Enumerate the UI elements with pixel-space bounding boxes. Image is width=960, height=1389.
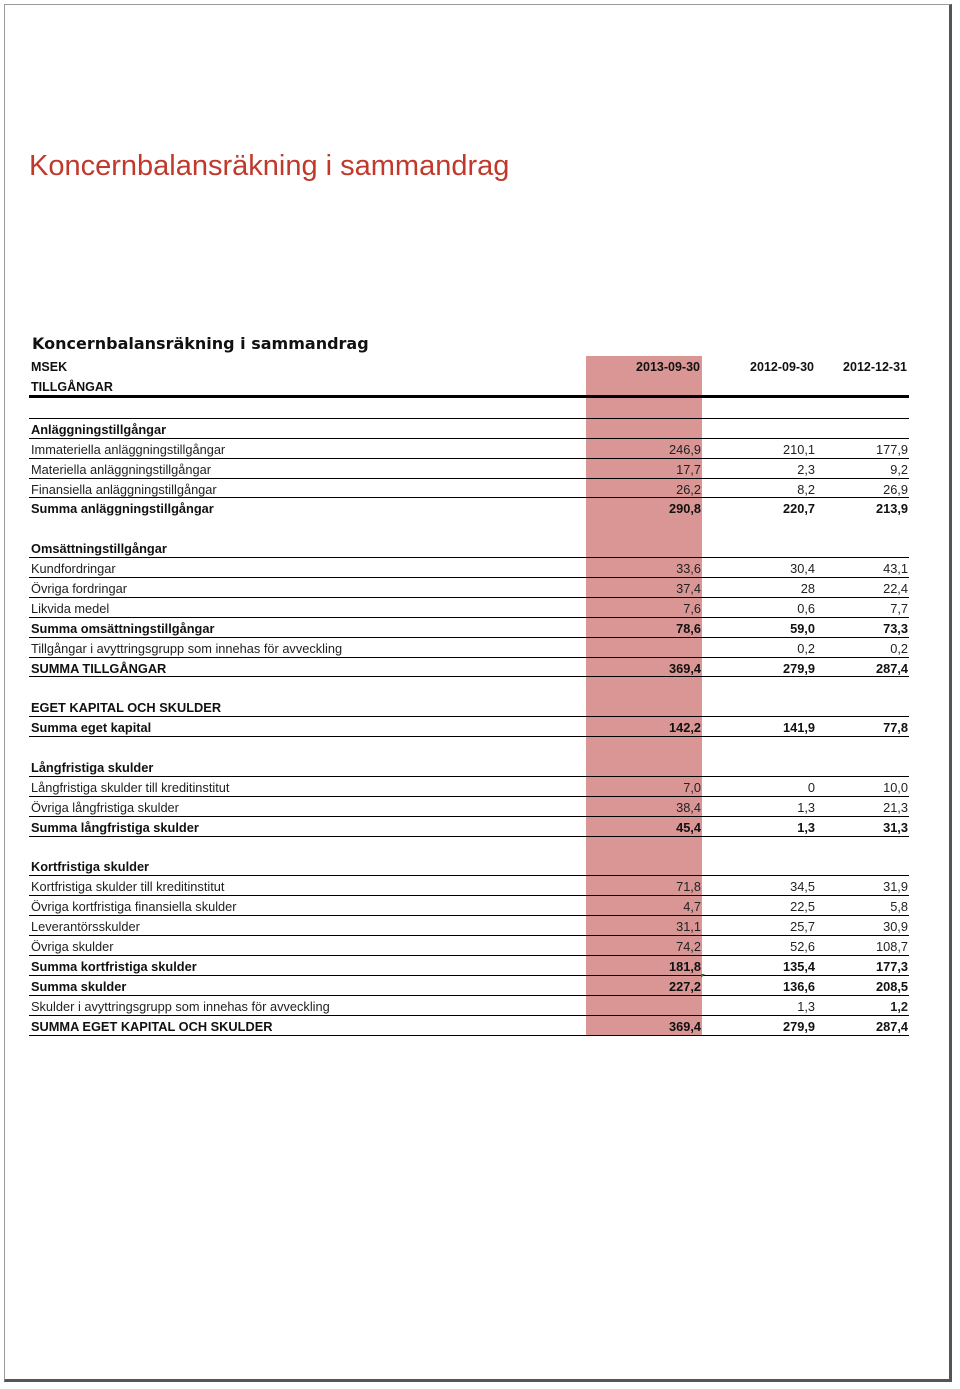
row-value-2012-12-31: 177,9 (875, 441, 908, 457)
table-row (29, 598, 909, 618)
row-value-2012-09-30: 0,2 (797, 640, 815, 656)
row-value-2012-09-30: 8,2 (797, 481, 815, 497)
table-row (29, 976, 909, 996)
table-row (29, 677, 909, 697)
row-label: Långfristiga skulder (31, 760, 154, 776)
row-value-2012-12-31: 1,2 (890, 998, 908, 1014)
row-value-2012-09-30: 135,4 (782, 958, 815, 974)
row-value-2013-09-30: 369,4 (668, 1018, 701, 1034)
row-label: Övriga långfristiga skulder (31, 799, 179, 815)
table-row (29, 538, 909, 558)
row-label: Summa omsättningstillgångar (31, 620, 215, 636)
row-value-2013-09-30: 181,8 (668, 958, 701, 974)
table-row (29, 479, 909, 499)
row-label: Skulder i avyttringsgrupp som innehas för avveckling (31, 998, 330, 1014)
column-header-2012-09-30: 2012-09-30 (750, 360, 814, 374)
row-value-2012-09-30: 34,5 (790, 879, 815, 895)
row-label: Omsättningstillgångar (31, 541, 167, 557)
table-row (29, 618, 909, 638)
row-value-2013-09-30: 17,7 (676, 461, 701, 477)
row-value-2012-12-31: 5,8 (890, 899, 908, 915)
row-value-2012-09-30: 1,3 (797, 799, 815, 815)
header-rule (29, 395, 909, 398)
row-value-2012-09-30: 0,6 (797, 600, 815, 616)
row-value-2013-09-30: 7,0 (683, 779, 701, 795)
row-label: Summa kortfristiga skulder (31, 958, 197, 974)
column-header-2012-12-31: 2012-12-31 (843, 360, 907, 374)
row-value-2012-09-30: 25,7 (790, 919, 815, 935)
row-value-2012-09-30: 30,4 (790, 561, 815, 577)
row-value-2012-12-31: 287,4 (875, 1018, 908, 1034)
row-value-2013-09-30: 26,2 (676, 481, 701, 497)
row-value-2012-12-31: 21,3 (883, 799, 908, 815)
section-label-assets: TILLGÅNGAR (31, 380, 113, 394)
row-value-2012-09-30: 210,1 (782, 441, 815, 457)
row-label: Övriga fordringar (31, 581, 128, 597)
row-label: Tillgångar i avyttringsgrupp som innehas för avveckling (31, 640, 343, 656)
table-row (29, 717, 909, 737)
table-row (29, 956, 909, 976)
row-label: Summa eget kapital (31, 720, 152, 736)
row-value-2012-09-30: 141,9 (782, 720, 815, 736)
row-label: Immateriella anläggningstillgångar (31, 441, 226, 457)
row-value-2013-09-30: 4,7 (683, 899, 701, 915)
cell-marker-icon (701, 974, 705, 978)
table-row (29, 777, 909, 797)
table-row (29, 837, 909, 857)
table-row (29, 419, 909, 439)
row-label: Kortfristiga skulder till kreditinstitut (31, 879, 225, 895)
table-row (29, 697, 909, 717)
row-label: Summa långfristiga skulder (31, 819, 199, 835)
row-value-2012-09-30: 0 (807, 779, 815, 795)
balance-sheet-table (29, 399, 909, 1036)
table-row (29, 916, 909, 936)
row-label: EGET KAPITAL OCH SKULDER (31, 700, 222, 716)
row-value-2012-12-31: 287,4 (875, 660, 908, 676)
row-label: Finansiella anläggningstillgångar (31, 481, 217, 497)
row-label: SUMMA TILLGÅNGAR (31, 660, 167, 676)
table-row (29, 936, 909, 956)
row-value-2012-12-31: 31,3 (883, 819, 908, 835)
table-row (29, 518, 909, 538)
row-label: Summa skulder (31, 978, 127, 994)
row-label: Långfristiga skulder till kreditinstitut (31, 779, 230, 795)
row-value-2012-09-30: 279,9 (782, 660, 815, 676)
row-value-2013-09-30: 246,9 (668, 441, 701, 457)
row-value-2012-12-31: 213,9 (875, 501, 908, 517)
row-value-2012-12-31: 10,0 (883, 779, 908, 795)
row-value-2012-09-30: 279,9 (782, 1018, 815, 1034)
row-value-2013-09-30: 71,8 (676, 879, 701, 895)
table-row (29, 757, 909, 777)
row-value-2012-09-30: 1,3 (797, 998, 815, 1014)
table-row (29, 459, 909, 479)
row-value-2013-09-30: 45,4 (676, 819, 701, 835)
row-value-2012-12-31: 108,7 (875, 939, 908, 955)
row-value-2012-09-30: 22,5 (790, 899, 815, 915)
row-value-2012-12-31: 73,3 (883, 620, 908, 636)
table-row (29, 439, 909, 459)
row-label: Kortfristiga skulder (31, 859, 150, 875)
row-value-2012-09-30: 2,3 (797, 461, 815, 477)
row-label: SUMMA EGET KAPITAL OCH SKULDER (31, 1018, 273, 1034)
table-row (29, 817, 909, 837)
row-value-2013-09-30: 31,1 (676, 919, 701, 935)
row-label: Leverantörsskulder (31, 919, 140, 935)
table-row (29, 558, 909, 578)
row-value-2013-09-30: 227,2 (668, 978, 701, 994)
table-row (29, 797, 909, 817)
row-value-2012-12-31: 9,2 (890, 461, 908, 477)
table-row (29, 638, 909, 658)
row-value-2012-12-31: 7,7 (890, 600, 908, 616)
table-row (29, 498, 909, 518)
table-row (29, 896, 909, 916)
row-value-2012-09-30: 220,7 (782, 501, 815, 517)
row-value-2013-09-30: 38,4 (676, 799, 701, 815)
row-value-2013-09-30: 142,2 (668, 720, 701, 736)
row-label: Övriga kortfristiga finansiella skulder (31, 899, 237, 915)
row-value-2012-12-31: 208,5 (875, 978, 908, 994)
table-row (29, 876, 909, 896)
row-value-2012-12-31: 177,3 (875, 958, 908, 974)
row-value-2012-12-31: 26,9 (883, 481, 908, 497)
table-row (29, 996, 909, 1016)
table-row (29, 1016, 909, 1036)
table-row (29, 856, 909, 876)
row-value-2012-12-31: 77,8 (883, 720, 908, 736)
row-value-2013-09-30: 290,8 (668, 501, 701, 517)
page-title: Koncernbalansräkning i sammandrag (29, 150, 510, 182)
row-label: Likvida medel (31, 600, 110, 616)
row-value-2013-09-30: 33,6 (676, 561, 701, 577)
row-value-2013-09-30: 78,6 (676, 620, 701, 636)
row-value-2012-12-31: 30,9 (883, 919, 908, 935)
table-title: Koncernbalansräkning i sammandrag (32, 334, 369, 353)
column-header-2013-09-30: 2013-09-30 (636, 360, 700, 374)
row-value-2012-12-31: 0,2 (890, 640, 908, 656)
table-row (29, 399, 909, 419)
row-label: Övriga skulder (31, 939, 114, 955)
row-value-2012-12-31: 22,4 (883, 581, 908, 597)
row-value-2012-09-30: 59,0 (790, 620, 815, 636)
row-label: Kundfordringar (31, 561, 116, 577)
row-value-2012-12-31: 31,9 (883, 879, 908, 895)
table-row (29, 658, 909, 678)
table-row (29, 737, 909, 757)
row-label: Anläggningstillgångar (31, 421, 167, 437)
row-label: Materiella anläggningstillgångar (31, 461, 211, 477)
row-value-2013-09-30: 37,4 (676, 581, 701, 597)
row-label: Summa anläggningstillgångar (31, 501, 214, 517)
row-value-2012-09-30: 52,6 (790, 939, 815, 955)
row-value-2012-09-30: 28 (800, 581, 815, 597)
row-value-2013-09-30: 74,2 (676, 939, 701, 955)
row-value-2013-09-30: 7,6 (683, 600, 701, 616)
row-value-2012-09-30: 136,6 (782, 978, 815, 994)
row-value-2012-09-30: 1,3 (797, 819, 815, 835)
row-value-2012-12-31: 43,1 (883, 561, 908, 577)
row-value-2013-09-30: 369,4 (668, 660, 701, 676)
unit-label: MSEK (31, 360, 68, 374)
table-row (29, 578, 909, 598)
